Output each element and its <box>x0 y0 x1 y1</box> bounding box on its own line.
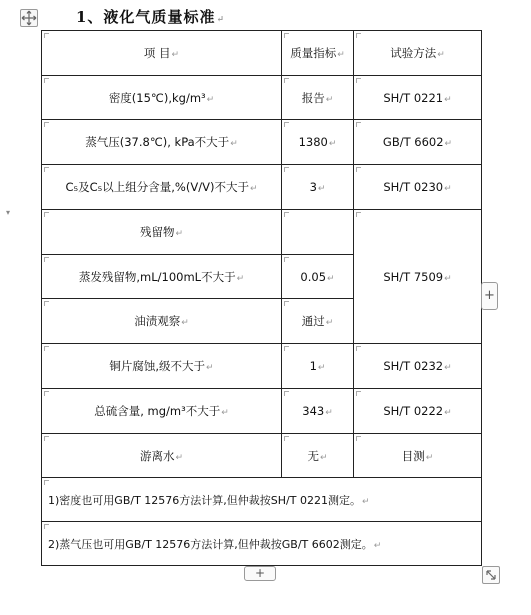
paragraph-mark: ↵ <box>221 408 229 418</box>
row-copper-index: 1 <box>309 359 317 373</box>
row-sulfur-method-cell[interactable] <box>354 389 482 434</box>
paragraph-mark: ↵ <box>373 540 382 551</box>
row-vapor-index-cell[interactable] <box>282 120 354 165</box>
row-sulfur-item: 总硫含量, mg/m³不大于 <box>94 404 221 418</box>
note-1: 1)密度也可用GB/T 12576方法计算,但仲裁按SH/T 0221测定。 <box>48 493 361 507</box>
lpg-quality-table <box>41 30 482 566</box>
table-row <box>42 76 482 120</box>
paragraph-mark: ↵ <box>249 184 258 194</box>
row-sulfur-item-cell[interactable] <box>42 389 282 434</box>
paragraph-mark: ↵ <box>325 94 334 105</box>
row-vapor-method-cell[interactable] <box>354 120 482 165</box>
paragraph-mark: ↵ <box>175 229 184 239</box>
row-oil-index-cell[interactable] <box>282 299 354 344</box>
paragraph-mark: ↵ <box>230 139 238 149</box>
row-sulfur-index-cell[interactable] <box>282 389 354 434</box>
table-row <box>42 120 482 165</box>
note-2-cell[interactable] <box>42 522 482 566</box>
row-water-item: 游离水 <box>139 448 175 463</box>
table-header-row <box>42 31 482 76</box>
paragraph-mark: ↵ <box>425 452 434 463</box>
paragraph-mark: ↵ <box>325 318 334 328</box>
header-index: 质量指标 <box>290 46 337 60</box>
row-copper-index-cell[interactable] <box>282 344 354 389</box>
paragraph-mark: ↵ <box>216 15 225 25</box>
row-oil-index: 通过 <box>301 314 325 328</box>
row-residue-item-cell[interactable] <box>42 210 282 255</box>
paragraph-mark: ↵ <box>319 452 328 463</box>
paragraph-mark: ↵ <box>171 50 180 60</box>
header-item: 项 目 <box>143 46 171 60</box>
row-residue-method: SH/T 7509 <box>383 269 444 284</box>
paragraph-mark: ↵ <box>444 273 452 284</box>
row-oil-item: 油渍观察 <box>134 314 181 328</box>
row-vapor-item-cell[interactable] <box>42 120 282 165</box>
row-vapor-index: 1380 <box>298 135 328 149</box>
row-vapor-method: GB/T 6602 <box>382 135 444 149</box>
paragraph-mark: ↵ <box>206 94 215 105</box>
table-row <box>42 165 482 210</box>
row-density-method: SH/T 0221 <box>383 90 444 105</box>
row-residue-index-cell[interactable] <box>282 210 354 255</box>
paragraph-mark: ↵ <box>361 496 370 507</box>
row-copper-method-cell[interactable] <box>354 344 482 389</box>
row-water-item-cell[interactable] <box>42 434 282 478</box>
row-water-index: 无 <box>307 448 319 463</box>
table-row <box>42 434 482 478</box>
paragraph-mark: ↵ <box>317 184 326 194</box>
paragraph-mark: ↵ <box>444 94 452 105</box>
row-water-method: 目测 <box>401 448 425 463</box>
resize-arrow-icon <box>483 567 499 583</box>
note-1-cell[interactable] <box>42 478 482 522</box>
row-density-item: 密度(15℃),kg/m³ <box>108 90 206 105</box>
row-density-method-cell[interactable] <box>354 76 482 120</box>
header-method-cell[interactable] <box>354 31 482 76</box>
paragraph-mark: ↵ <box>327 273 335 284</box>
row-copper-method: SH/T 0232 <box>383 359 444 373</box>
table-resize-handle[interactable] <box>482 566 500 584</box>
paragraph-mark: ↵ <box>444 139 453 149</box>
paragraph-mark: ↵ <box>317 363 326 373</box>
row-evap-index: 0.05 <box>300 269 327 284</box>
paragraph-mark: ↵ <box>444 363 452 373</box>
row-evap-item-cell[interactable] <box>42 255 282 299</box>
row-marker-icon: ▾ <box>6 208 11 217</box>
header-item-cell[interactable] <box>42 31 282 76</box>
table-row <box>42 389 482 434</box>
paragraph-mark: ↵ <box>337 50 345 60</box>
row-c5-method: SH/T 0230 <box>383 180 444 194</box>
row-c5-index: 3 <box>309 180 317 194</box>
header-index-cell[interactable] <box>282 31 354 76</box>
row-evap-index-cell[interactable] <box>282 255 354 299</box>
move-arrows-icon <box>21 10 37 26</box>
add-column-button[interactable]: + <box>481 282 498 310</box>
row-copper-item-cell[interactable] <box>42 344 282 389</box>
note-2: 2)蒸气压也可用GB/T 12576方法计算,但仲裁按GB/T 6602测定。 <box>48 537 373 551</box>
paragraph-mark: ↵ <box>206 363 214 373</box>
row-evap-item: 蒸发残留物,mL/100mL不大于 <box>78 269 236 284</box>
row-sulfur-index: 343 <box>302 404 325 418</box>
row-vapor-item: 蒸气压(37.8℃), kPa不大于 <box>85 135 230 149</box>
row-c5-method-cell[interactable] <box>354 165 482 210</box>
row-c5-item: C₅及C₅以上组分含量,%(V/V)不大于 <box>65 180 249 194</box>
row-water-index-cell[interactable] <box>282 434 354 478</box>
row-density-item-cell[interactable] <box>42 76 282 120</box>
paragraph-mark: ↵ <box>444 408 452 418</box>
table-row <box>42 344 482 389</box>
header-method: 试验方法 <box>390 46 437 60</box>
row-copper-item: 铜片腐蚀,级不大于 <box>109 359 206 373</box>
table-row <box>42 478 482 522</box>
paragraph-mark: ↵ <box>236 273 245 284</box>
row-water-method-cell[interactable] <box>354 434 482 478</box>
row-oil-item-cell[interactable] <box>42 299 282 344</box>
paragraph-mark: ↵ <box>437 50 445 60</box>
add-row-button[interactable]: + <box>244 566 276 581</box>
table-row <box>42 522 482 566</box>
row-residue-method-cell[interactable] <box>354 210 482 344</box>
row-c5-item-cell[interactable] <box>42 165 282 210</box>
row-c5-index-cell[interactable] <box>282 165 354 210</box>
row-density-index: 报告 <box>301 90 325 105</box>
paragraph-mark: ↵ <box>328 139 337 149</box>
row-sulfur-method: SH/T 0222 <box>383 404 444 418</box>
table-row <box>42 210 482 255</box>
row-density-index-cell[interactable] <box>282 76 354 120</box>
section-heading-text: 1、液化气质量标准 <box>76 8 216 26</box>
row-residue-item: 残留物 <box>139 225 175 239</box>
section-heading <box>76 6 225 27</box>
paragraph-mark: ↵ <box>181 318 189 328</box>
paragraph-mark: ↵ <box>444 184 452 194</box>
paragraph-mark: ↵ <box>325 408 333 418</box>
table-move-handle[interactable] <box>20 9 38 27</box>
paragraph-mark: ↵ <box>175 452 184 463</box>
